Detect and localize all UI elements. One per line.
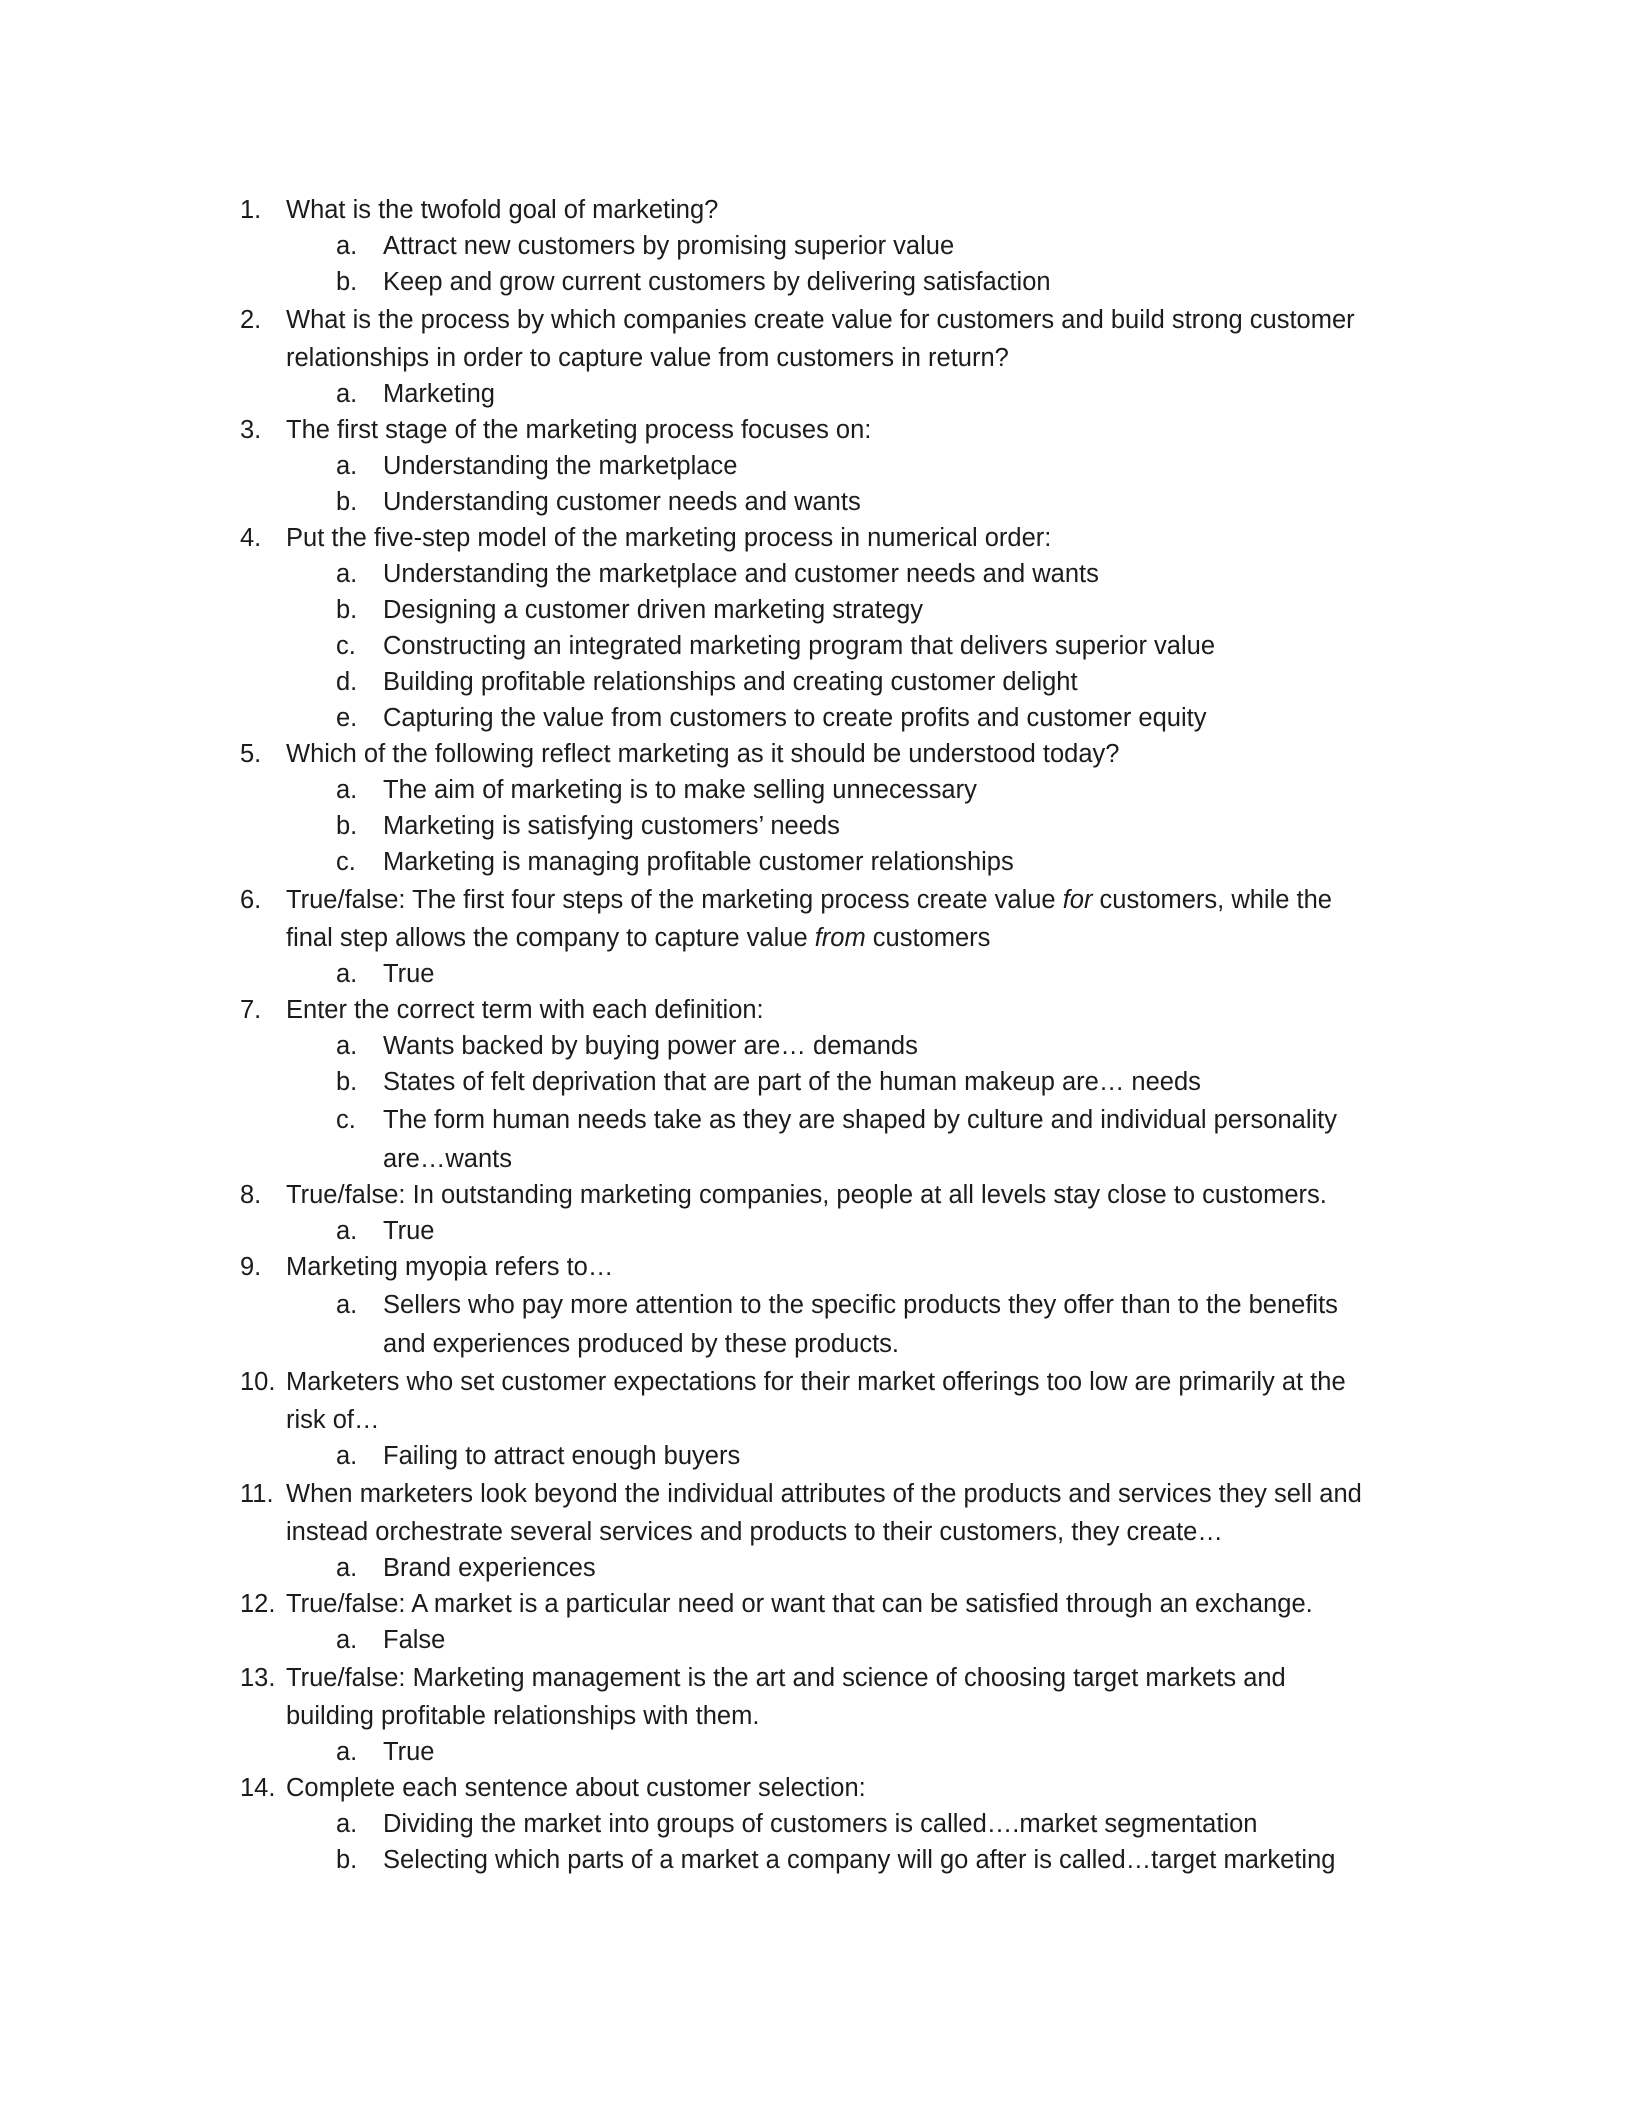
answer-letter: c. xyxy=(336,632,356,660)
answer-letter: d. xyxy=(336,668,358,696)
question-2 xyxy=(0,300,1640,412)
answer-text: True xyxy=(383,960,435,988)
answer-item xyxy=(0,448,1640,484)
answer-text: Brand experiences xyxy=(383,1554,596,1582)
answer-item xyxy=(0,1438,1640,1474)
answer-letter: a. xyxy=(336,452,358,480)
question-text: Put the five-step model of the marketing process in numerical order: xyxy=(286,524,1052,552)
answer-letter: c. xyxy=(336,1106,356,1134)
answer-item xyxy=(0,628,1640,664)
question-text: When marketers look beyond the individual attributes of the products and services they sell and xyxy=(286,1480,1362,1508)
question-3 xyxy=(0,412,1640,520)
question-text: Marketers who set customer expectations for their market offerings too low are primarily at the xyxy=(286,1368,1346,1396)
question-number: 1. xyxy=(240,196,262,224)
answer-item xyxy=(0,1842,1640,1878)
question-number: 10. xyxy=(240,1368,276,1396)
answer-item xyxy=(0,228,1640,264)
answer-item xyxy=(0,1100,1640,1141)
answer-text: Constructing an integrated marketing program that delivers superior value xyxy=(383,632,1216,660)
answer-letter: a. xyxy=(336,1032,358,1060)
question-1 xyxy=(0,192,1640,300)
question-text-continued: relationships in order to capture value from customers in return? xyxy=(286,344,1009,372)
answer-item xyxy=(0,376,1640,412)
question-text: The first stage of the marketing process focuses on: xyxy=(286,416,872,444)
question-number: 14. xyxy=(240,1774,276,1802)
answer-letter: b. xyxy=(336,812,358,840)
question-text: Which of the following reflect marketing as it should be understood today? xyxy=(286,740,1120,768)
answer-letter: a. xyxy=(336,1738,358,1766)
question-text: Marketing myopia refers to… xyxy=(286,1253,614,1281)
answer-item xyxy=(0,1285,1640,1326)
question-13 xyxy=(0,1658,1640,1770)
question-8 xyxy=(0,1177,1640,1249)
answer-item xyxy=(0,1806,1640,1842)
question-text-continued: instead orchestrate several services and products to their customers, they create… xyxy=(286,1518,1223,1546)
answer-text: The form human needs take as they are shaped by culture and individual personality xyxy=(383,1106,1337,1134)
answer-text: The aim of marketing is to make selling unnecessary xyxy=(383,776,977,804)
question-text: Complete each sentence about customer selection: xyxy=(286,1774,866,1802)
answer-item xyxy=(0,700,1640,736)
question-number: 7. xyxy=(240,996,262,1024)
answer-letter: c. xyxy=(336,848,356,876)
answer-letter: b. xyxy=(336,268,358,296)
question-7 xyxy=(0,992,1640,1177)
answer-text: True xyxy=(383,1217,435,1245)
answer-text: False xyxy=(383,1626,446,1654)
answer-letter: a. xyxy=(336,1442,358,1470)
answer-item xyxy=(0,592,1640,628)
question-number: 3. xyxy=(240,416,262,444)
answer-letter: b. xyxy=(336,596,358,624)
answer-item xyxy=(0,1213,1640,1249)
question-14 xyxy=(0,1770,1640,1878)
question-11 xyxy=(0,1474,1640,1586)
question-5 xyxy=(0,736,1640,880)
answer-letter: a. xyxy=(336,1626,358,1654)
answer-text: Marketing is managing profitable customer relationships xyxy=(383,848,1014,876)
answer-item xyxy=(0,956,1640,992)
answer-text: Sellers who pay more attention to the specific products they offer than to the benefits xyxy=(383,1291,1338,1319)
answer-letter: e. xyxy=(336,704,358,732)
emphasis-for: for xyxy=(1062,886,1093,914)
answer-text: States of felt deprivation that are part of the human makeup are… needs xyxy=(383,1068,1201,1096)
answer-text: Understanding the marketplace xyxy=(383,452,738,480)
emphasis-from: from xyxy=(814,924,866,952)
answer-text: Failing to attract enough buyers xyxy=(383,1442,741,1470)
answer-text: Marketing is satisfying customers’ needs xyxy=(383,812,840,840)
answer-item xyxy=(0,1550,1640,1586)
question-text: What is the twofold goal of marketing? xyxy=(286,196,719,224)
question-number: 8. xyxy=(240,1181,262,1209)
document-page xyxy=(0,192,1640,1878)
question-number: 4. xyxy=(240,524,262,552)
answer-text: Dividing the market into groups of customers is called….market segmentation xyxy=(383,1810,1258,1838)
question-text: True/false: The first four steps of the marketing process create value for customers, while the xyxy=(286,886,1332,914)
question-9 xyxy=(0,1249,1640,1362)
answer-letter: a. xyxy=(336,1291,358,1319)
answer-text: Designing a customer driven marketing strategy xyxy=(383,596,923,624)
answer-text: Building profitable relationships and creating customer delight xyxy=(383,668,1078,696)
question-text: True/false: Marketing management is the art and science of choosing target markets and xyxy=(286,1664,1286,1692)
answer-text-continued: are…wants xyxy=(383,1145,512,1173)
question-text: What is the process by which companies create value for customers and build strong customer xyxy=(286,306,1355,334)
question-text-continued: final step allows the company to capture value from customers xyxy=(286,924,991,952)
question-10 xyxy=(0,1362,1640,1474)
answer-text: Capturing the value from customers to create profits and customer equity xyxy=(383,704,1207,732)
question-text-continued: building profitable relationships with them. xyxy=(286,1702,760,1730)
answer-item xyxy=(0,264,1640,300)
answer-item xyxy=(0,1028,1640,1064)
question-6 xyxy=(0,880,1640,992)
answer-text: Keep and grow current customers by delivering satisfaction xyxy=(383,268,1051,296)
question-number: 13. xyxy=(240,1664,276,1692)
question-4 xyxy=(0,520,1640,736)
answer-letter: a. xyxy=(336,1554,358,1582)
answer-item xyxy=(0,664,1640,700)
question-number: 12. xyxy=(240,1590,276,1618)
answer-item xyxy=(0,808,1640,844)
answer-letter: a. xyxy=(336,380,358,408)
answer-text: True xyxy=(383,1738,435,1766)
answer-item xyxy=(0,1622,1640,1658)
answer-item xyxy=(0,1734,1640,1770)
answer-text: Understanding customer needs and wants xyxy=(383,488,861,516)
question-number: 6. xyxy=(240,886,262,914)
answer-item xyxy=(0,772,1640,808)
question-text: True/false: In outstanding marketing companies, people at all levels stay close to customers. xyxy=(286,1181,1327,1209)
answer-text: Marketing xyxy=(383,380,495,408)
question-number: 11. xyxy=(240,1480,274,1508)
answer-letter: a. xyxy=(336,1810,358,1838)
question-text: True/false: A market is a particular need or want that can be satisfied through an exchange. xyxy=(286,1590,1313,1618)
answer-letter: b. xyxy=(336,1068,358,1096)
answer-item xyxy=(0,556,1640,592)
answer-text-continued: and experiences produced by these products. xyxy=(383,1330,900,1358)
question-number: 2. xyxy=(240,306,262,334)
answer-text: Attract new customers by promising superior value xyxy=(383,232,955,260)
question-number: 9. xyxy=(240,1253,262,1281)
question-12 xyxy=(0,1586,1640,1658)
answer-text: Selecting which parts of a market a company will go after is called…target marketing xyxy=(383,1846,1336,1874)
answer-item xyxy=(0,844,1640,880)
answer-letter: a. xyxy=(336,560,358,588)
answer-text: Understanding the marketplace and customer needs and wants xyxy=(383,560,1099,588)
answer-letter: a. xyxy=(336,1217,358,1245)
answer-item xyxy=(0,484,1640,520)
answer-letter: b. xyxy=(336,1846,358,1874)
answer-text: Wants backed by buying power are… demands xyxy=(383,1032,918,1060)
answer-letter: a. xyxy=(336,776,358,804)
answer-letter: a. xyxy=(336,232,358,260)
answer-letter: b. xyxy=(336,488,358,516)
question-number: 5. xyxy=(240,740,262,768)
answer-letter: a. xyxy=(336,960,358,988)
question-text-continued: risk of… xyxy=(286,1406,380,1434)
answer-item xyxy=(0,1064,1640,1100)
question-text: Enter the correct term with each definition: xyxy=(286,996,764,1024)
